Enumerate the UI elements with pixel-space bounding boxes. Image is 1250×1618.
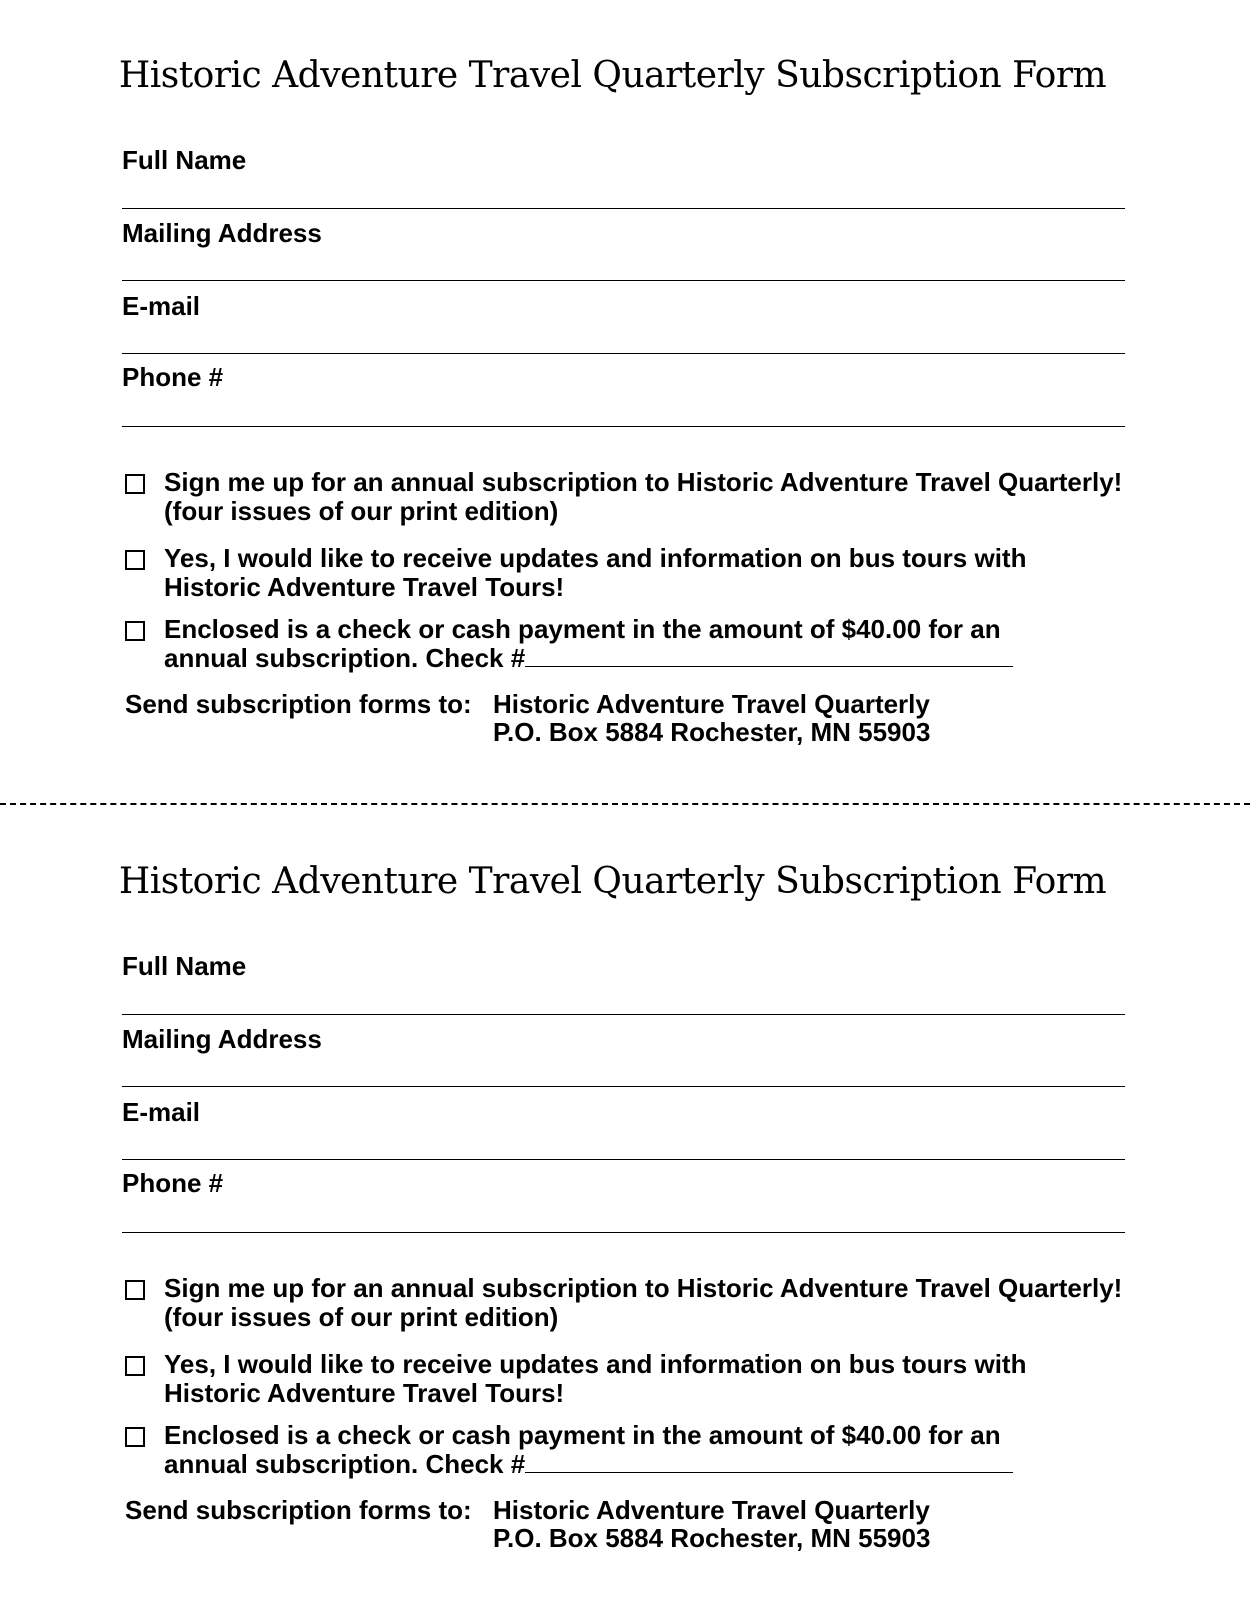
email-line[interactable] xyxy=(122,1159,1125,1160)
address-line: Historic Adventure Travel Quarterly xyxy=(493,689,930,719)
form-title: Historic Adventure Travel Quarterly Subscription Form xyxy=(118,55,1107,96)
subscription-option xyxy=(164,1274,1122,1332)
option-line: annual subscription. Check # xyxy=(164,643,526,673)
mailing-address-label: Mailing Address xyxy=(122,218,322,248)
option-line: Enclosed is a check or cash payment in the amount of $40.00 for an xyxy=(164,1420,1001,1450)
payment-option xyxy=(164,615,1013,673)
address-line: P.O. Box 5884 Rochester, MN 55903 xyxy=(493,717,931,747)
mailing-address-label: Mailing Address xyxy=(122,1024,322,1054)
subscription-checkbox[interactable] xyxy=(125,1280,145,1300)
bus-tours-checkbox[interactable] xyxy=(125,1356,145,1376)
phone-line[interactable] xyxy=(122,426,1125,427)
full-name-label: Full Name xyxy=(122,145,247,175)
mailing-address-line[interactable] xyxy=(122,1086,1125,1087)
bus-tours-option xyxy=(164,1350,1026,1408)
option-line: (four issues of our print edition) xyxy=(164,1302,559,1332)
option-line: annual subscription. Check # xyxy=(164,1449,526,1479)
payment-option xyxy=(164,1421,1013,1479)
email-line[interactable] xyxy=(122,353,1125,354)
subscription-form-top xyxy=(0,0,1250,806)
option-line: Historic Adventure Travel Tours! xyxy=(164,1378,565,1408)
check-number-line[interactable] xyxy=(525,1450,1013,1473)
email-label: E-mail xyxy=(122,1097,201,1127)
payment-checkbox[interactable] xyxy=(125,1427,145,1447)
option-line: Sign me up for an annual subscription to Historic Adventure Travel Quarterly! xyxy=(164,467,1123,497)
send-label: Send subscription forms to: xyxy=(125,1495,472,1525)
full-name-line[interactable] xyxy=(122,208,1125,209)
phone-line[interactable] xyxy=(122,1232,1125,1233)
send-label: Send subscription forms to: xyxy=(125,689,472,719)
subscription-option xyxy=(164,468,1122,526)
option-line: Sign me up for an annual subscription to Historic Adventure Travel Quarterly! xyxy=(164,1273,1123,1303)
option-line: Enclosed is a check or cash payment in the amount of $40.00 for an xyxy=(164,614,1001,644)
address-line: P.O. Box 5884 Rochester, MN 55903 xyxy=(493,1523,931,1553)
email-label: E-mail xyxy=(122,291,201,321)
bus-tours-checkbox[interactable] xyxy=(125,550,145,570)
form-title: Historic Adventure Travel Quarterly Subscription Form xyxy=(118,861,1107,902)
option-line: Yes, I would like to receive updates and information on bus tours with xyxy=(164,1349,1027,1379)
mailing-address-line[interactable] xyxy=(122,280,1125,281)
mailing-address xyxy=(493,690,930,746)
option-line: Historic Adventure Travel Tours! xyxy=(164,572,565,602)
bus-tours-option xyxy=(164,544,1026,602)
mailing-address xyxy=(493,1496,930,1552)
phone-label: Phone # xyxy=(122,1168,224,1198)
subscription-checkbox[interactable] xyxy=(125,474,145,494)
address-line: Historic Adventure Travel Quarterly xyxy=(493,1495,930,1525)
full-name-label: Full Name xyxy=(122,951,247,981)
cut-line-divider xyxy=(0,803,1250,805)
phone-label: Phone # xyxy=(122,362,224,392)
option-line: (four issues of our print edition) xyxy=(164,496,559,526)
subscription-form-bottom xyxy=(0,806,1250,1612)
payment-checkbox[interactable] xyxy=(125,621,145,641)
option-line: Yes, I would like to receive updates and information on bus tours with xyxy=(164,543,1027,573)
check-number-line[interactable] xyxy=(525,644,1013,667)
full-name-line[interactable] xyxy=(122,1014,1125,1015)
